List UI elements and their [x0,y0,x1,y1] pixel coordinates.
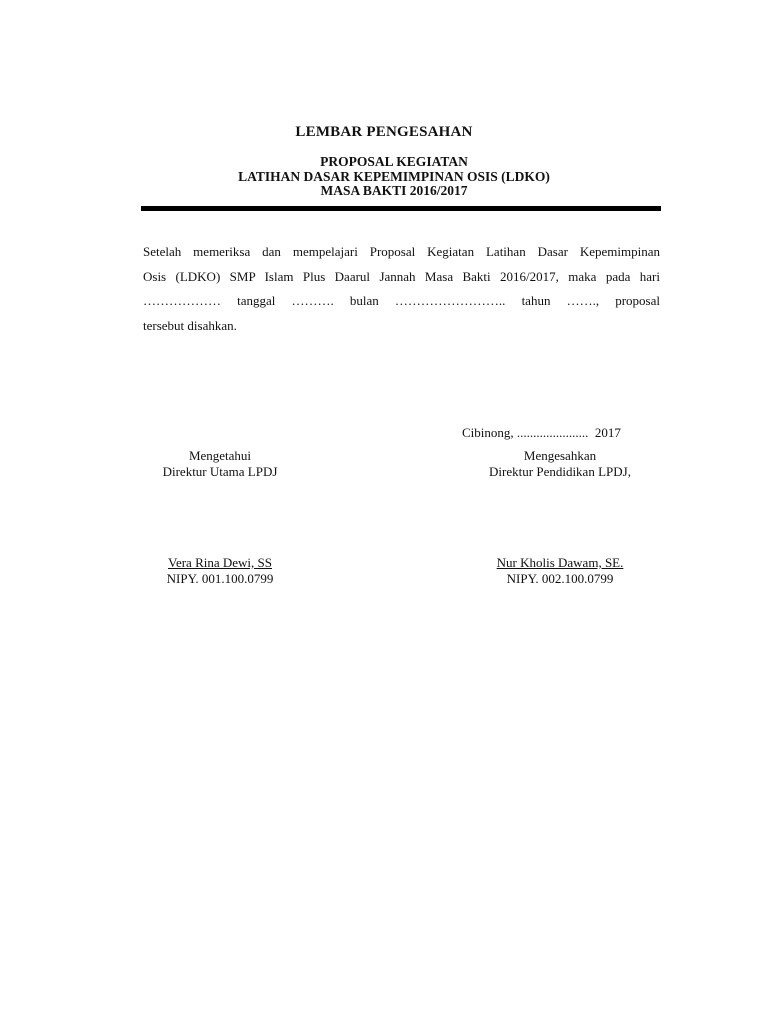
left-signature-header [120,448,320,480]
left-signatory-name: Vera Rina Dewi, SS [168,555,272,570]
header-divider [141,206,661,211]
subtitle-line-1: PROPOSAL KEGIATAN [320,154,468,169]
subtitle-line-2: LATIHAN DASAR KEPEMIMPINAN OSIS (LDKO) [238,169,550,184]
paragraph-line: ……………… tanggal ………. bulan …………………….. tahun ……., proposal [143,293,660,308]
subtitle-line-3: MASA BAKTI 2016/2017 [320,183,468,198]
paragraph-line: Osis (LDKO) SMP Islam Plus Daarul Jannah Masa Bakti 2016/2017, maka pada hari [143,268,660,284]
right-signatory [460,555,660,587]
left-signatory [120,555,320,587]
right-signatory-name: Nur Kholis Dawam, SE. [496,555,624,570]
document-title: LEMBAR PENGESAHAN [295,124,473,140]
right-signature-position: Direktur Pendidikan LPDJ, [489,464,631,479]
right-signature-label: Mengesahkan [523,448,597,463]
place-date: Cibinong, ...................... 2017 [462,425,621,440]
right-signature-header [460,448,660,480]
approval-paragraph [143,240,660,338]
paragraph-line: Setelah memeriksa dan mempelajari Proposal Kegiatan Latihan Dasar Kepemimpinan [143,244,660,259]
left-signature-label: Mengetahui [188,448,252,463]
left-signatory-nipy: NIPY. 001.100.0799 [166,571,274,586]
left-signature-position: Direktur Utama LPDJ [162,464,278,479]
right-signatory-nipy: NIPY. 002.100.0799 [506,571,614,586]
paragraph-line: tersebut disahkan. [143,317,237,333]
